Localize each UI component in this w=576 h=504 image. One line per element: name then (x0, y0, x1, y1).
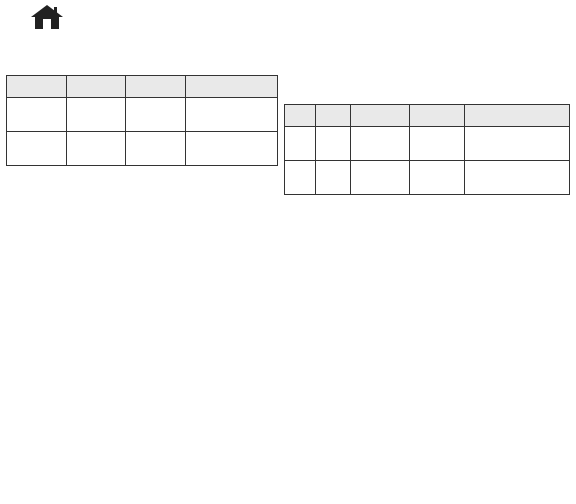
table-cell (350, 161, 410, 195)
table-header-cell (185, 76, 277, 98)
table-row (7, 132, 278, 166)
table-cell (7, 98, 67, 132)
table-cell (66, 98, 126, 132)
body-paragraph (284, 198, 570, 207)
spec-item (284, 83, 570, 92)
table-cell (464, 161, 569, 195)
spec-item (284, 74, 570, 83)
table-cell (285, 127, 316, 161)
table-header-row (7, 76, 278, 98)
table-row (285, 127, 570, 161)
title-block (88, 4, 570, 43)
table-cell (185, 98, 277, 132)
notice-subtitle (88, 23, 570, 43)
table-cell (316, 161, 350, 195)
table-cell (464, 127, 569, 161)
spec-item (284, 65, 570, 74)
organization-logo (6, 4, 88, 42)
note-paragraph (6, 210, 278, 219)
table-cell (316, 127, 350, 161)
body-paragraph (284, 208, 570, 217)
note-paragraph (6, 190, 278, 199)
right-column (284, 44, 570, 496)
table-header-cell (126, 76, 186, 98)
table-row (285, 161, 570, 195)
notice-body (6, 44, 570, 496)
table-header-row (285, 105, 570, 127)
table-cell (7, 132, 67, 166)
table-header-cell (7, 76, 67, 98)
table-cell (410, 127, 464, 161)
house-logo-icon (30, 4, 64, 30)
intro-paragraph (284, 44, 570, 53)
body-paragraph (284, 218, 570, 227)
table-header-cell (285, 105, 316, 127)
table-header-cell (464, 105, 569, 127)
notice-header (6, 4, 570, 44)
table-cell (126, 98, 186, 132)
schedule-item (6, 63, 278, 72)
contact-address (6, 223, 278, 232)
schedule-table (6, 75, 278, 166)
table-header-cell (410, 105, 464, 127)
specs-heading (284, 55, 570, 65)
table-cell (185, 132, 277, 166)
notes-heading (6, 170, 278, 180)
intro-paragraph (6, 44, 278, 53)
spec-item (284, 92, 570, 101)
schedule-item (6, 54, 278, 63)
table-header-cell (350, 105, 410, 127)
table-header-cell (66, 76, 126, 98)
left-column (6, 44, 278, 496)
tender-items-table (284, 104, 570, 195)
table-cell (410, 161, 464, 195)
table-cell (285, 161, 316, 195)
table-cell (66, 132, 126, 166)
table-header-cell (316, 105, 350, 127)
table-cell (350, 127, 410, 161)
note-paragraph (6, 200, 278, 209)
note-paragraph (6, 180, 278, 189)
table-row (7, 98, 278, 132)
table-cell (126, 132, 186, 166)
notice-title (88, 5, 570, 23)
